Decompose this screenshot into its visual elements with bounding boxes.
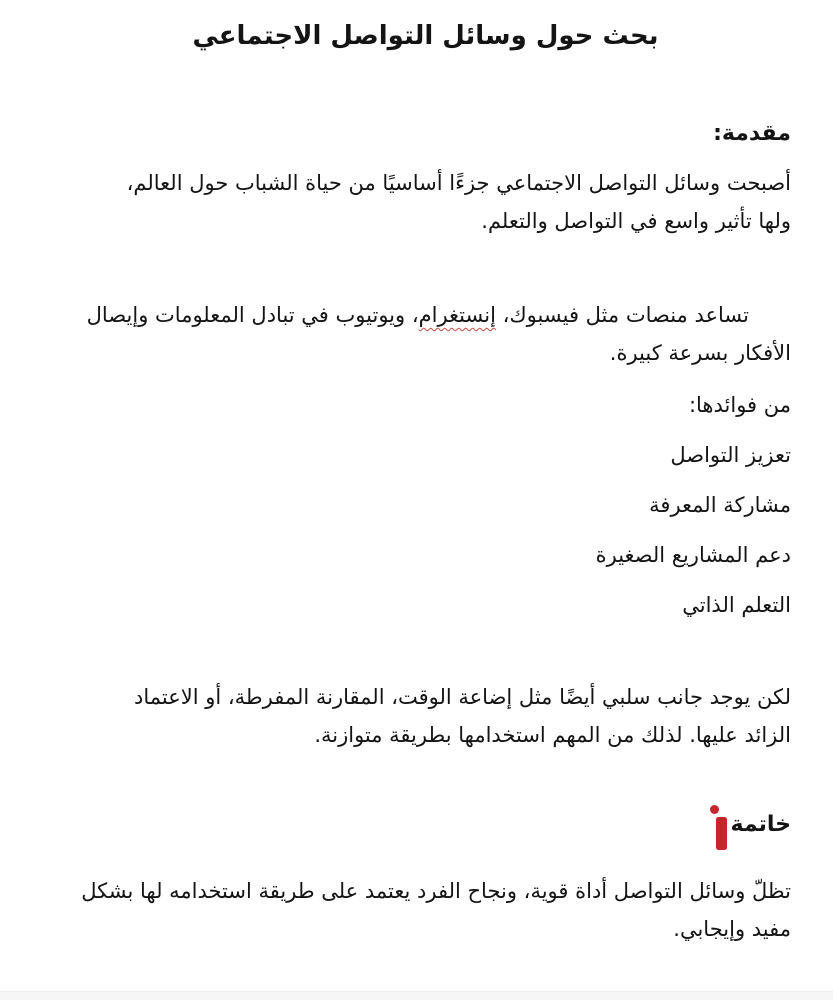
platforms-paragraph: [60, 296, 791, 372]
benefit-item: التعلم الذاتي: [682, 593, 791, 617]
intro-line-1: أصبحت وسائل التواصل الاجتماعي جزءًا أساسيًا من حياة الشباب حول العالم،: [126, 171, 791, 195]
collab-cursor-icon: [708, 804, 728, 852]
benefit-item: تعزيز التواصل: [670, 443, 791, 467]
misspelled-word[interactable]: إنستغرام: [418, 303, 496, 327]
platforms-line-1: [60, 296, 791, 334]
cursor-bar: [716, 817, 727, 850]
conclusion-heading-label: خاتمة: [730, 812, 791, 837]
benefits-list: [60, 436, 791, 624]
document-title: بحث حول وسائل التواصل الاجتماعي: [192, 21, 659, 51]
conclusion-paragraph: [60, 872, 791, 948]
drawbacks-line-1: لكن يوجد جانب سلبي أيضًا مثل إضاعة الوقت، المقارنة المفرطة، أو الاعتماد: [133, 685, 791, 709]
cursor-dot: [710, 805, 719, 814]
intro-paragraph: [60, 164, 791, 240]
platforms-line-2: الأفكار بسرعة كبيرة.: [609, 341, 791, 365]
intro-heading: مقدمة:: [713, 121, 791, 146]
platforms-text-before: تساعد منصات مثل فيسبوك،: [495, 303, 749, 327]
drawbacks-line-2: الزائد عليها. لذلك من المهم استخدامها بطريقة متوازنة.: [314, 723, 791, 747]
benefit-item: دعم المشاريع الصغيرة: [595, 543, 791, 567]
drawbacks-paragraph: [60, 678, 791, 754]
conclusion-line-1: تظلّ وسائل التواصل أداة قوية، ونجاح الفرد يعتمد على طريقة استخدامه لها بشكل: [81, 879, 791, 903]
platforms-text-after: ، ويوتيوب في تبادل المعلومات وإيصال: [86, 303, 419, 327]
benefit-item: مشاركة المعرفة: [649, 493, 791, 517]
page-bottom-edge: [0, 991, 833, 1000]
intro-line-2: ولها تأثير واسع في التواصل والتعلم.: [481, 209, 791, 233]
benefits-lead: من فوائدها:: [688, 393, 791, 417]
conclusion-heading: [60, 808, 791, 852]
conclusion-line-2: مفيد وإيجابي.: [673, 917, 791, 941]
